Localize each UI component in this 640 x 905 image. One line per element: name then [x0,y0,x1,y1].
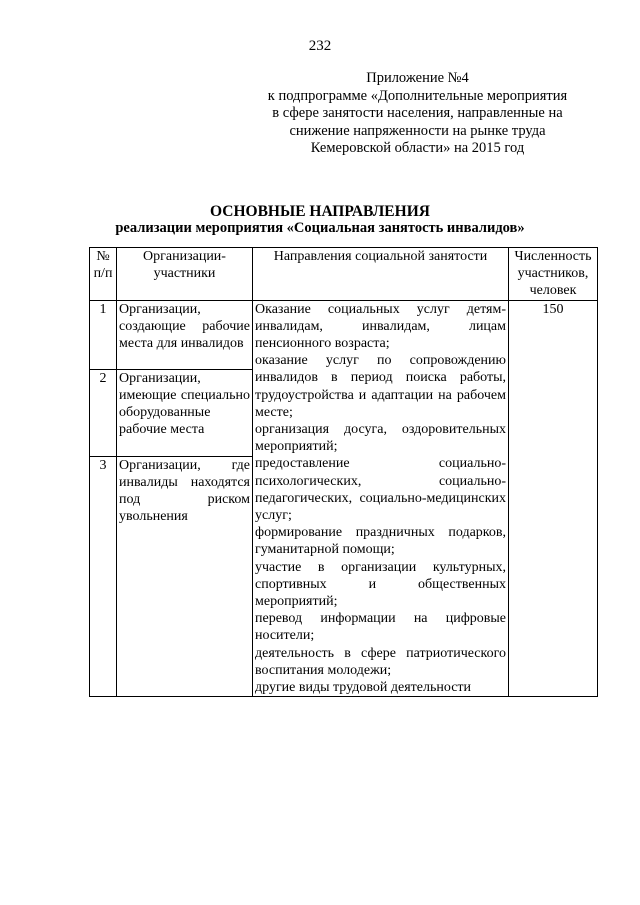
table-row [90,300,598,369]
table-header-row [90,248,598,301]
header-participants-count: Численность участников, человек [509,248,598,301]
direction-item: перевод информации на цифровые носители; [255,611,506,644]
row-organization: Организации, создающие рабочие места для инвалидов [117,300,253,369]
appendix-line: в сфере занятости населения, направленные на [272,105,563,121]
row-organization: Организации, имеющие специально оборудованные рабочие места [117,369,253,456]
direction-item: оказание услуг по сопровождению инвалидов в период поиска работы, трудоустройства и адаптации на рабочем месте; [255,353,506,420]
row-number: 3 [90,456,117,697]
appendix-line: Кемеровской области» на 2015 год [310,140,525,156]
direction-item: участие в организации культурных, спортивных и общественных мероприятий; [255,559,506,610]
row-organization: Организации, где инвалиды находятся под риском увольнения [117,456,253,697]
appendix-line: Приложение №4 [366,70,469,86]
directions-table [89,247,598,697]
header-directions: Направления социальной занятости [253,248,509,301]
directions-list [253,300,509,697]
document-subtitle: реализации мероприятия «Социальная занятость инвалидов» [115,220,525,236]
appendix-line: к подпрограмме «Дополнительные мероприятия [267,87,568,104]
header-organizations: Организации-участники [117,248,253,301]
appendix-note [240,70,595,158]
direction-item: другие виды трудовой деятельности [255,680,472,696]
document-title: ОСНОВНЫЕ НАПРАВЛЕНИЯ [210,203,430,220]
direction-item: организация досуга, оздоровительных мероприятий; [255,422,506,455]
appendix-line: снижение напряженности на рынке труда [289,122,546,139]
direction-item: формирование праздничных подарков, гуманитарной помощи; [255,525,506,558]
header-num: № п/п [90,248,117,301]
participants-count: 150 [509,300,598,697]
direction-item: предоставление социально-психологических, социально-педагогических, социально-медицинских услуг; [255,456,506,524]
row-number: 1 [90,300,117,369]
direction-item: Оказание социальных услуг детям-инвалидам, инвалидам, лицам пенсионного возраста; [255,301,506,352]
page-number: 232 [308,38,332,54]
direction-item: деятельность в сфере патриотического воспитания молодежи; [255,645,506,678]
row-number: 2 [90,369,117,456]
